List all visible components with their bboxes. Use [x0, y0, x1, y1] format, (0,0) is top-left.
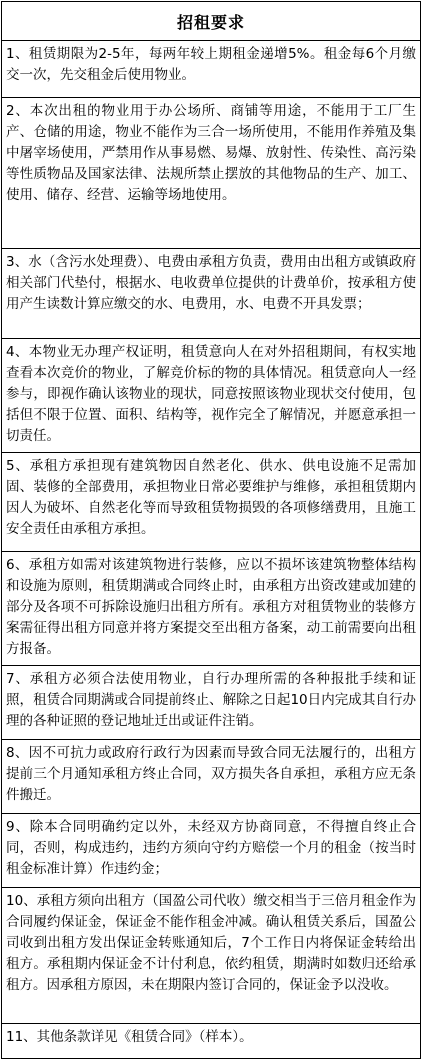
requirement-item-5: 5、承租方承担现有建筑物因自然老化、供水、供电设施不足需加固、装修的全部费用，承担物业日常必要维护与维修，承担租赁期内因人为破坏、自然老化等而导致租赁物损毁的各项修缮费用，且施工安全责任由承租方承担。 [2, 453, 420, 552]
requirement-item-4: 4、本物业无办理产权证明，租赁意向人在对外招租期间，有权实地查看本次竞价的物业，了解竞价标的物的具体情况。租赁意向人一经参与，即视作确认该物业的现状，同意按照该物业现状交付使用，包括但不限于位置、面积、结构等，视作完全了解情况，并愿意承担一切责任。 [2, 339, 420, 453]
rental-requirements-table [1, 1, 421, 1059]
requirement-item-6: 6、承租方如需对该建筑物进行装修，应以不损坏该建筑物整体结构和设施为原则，租赁期满或合同终止时，由承租方出资改建或加建的部分及各项不可拆除设施归出租方所有。承租方对租赁物业的装修方案需征得出租方同意并将方案提交至出租方备案，动工前需要向出租方报备。 [2, 552, 420, 666]
requirement-item-3: 3、水（含污水处理费）、电费由承租方负责，费用由出租方或镇政府相关部门代垫付，根据水、电收费单位提供的计费单价，按承租方使用产生读数计算应缴交的水、电费用，水、电费不开具发票； [2, 249, 420, 339]
requirement-item-9: 9、除本合同明确约定以外，未经双方协商同意，不得擅自终止合同，否则，构成违约，违约方须向守约方赔偿一个月的租金（按当时租金标准计算）作违约金； [2, 814, 420, 888]
requirement-item-2: 2、本次出租的物业用于办公场所、商铺等用途，不能用于工厂生产、仓储的用途，物业不能作为三合一场所使用，不能用作养殖及集中屠宰场使用，严禁用作从事易燃、易爆、放射性、传染性、高污染等性质物品及国家法律、法规所禁止摆放的其他物品的生产、加工、使用、储存、经营、运输等场地使用。 [2, 98, 420, 249]
requirement-item-11: 11、其他条款详见《租赁合同》（样本）。 [6, 1029, 253, 1045]
requirement-item-8: 8、因不可抗力或政府行政行为因素而导致合同无法履行的，出租方提前三个月通知承租方终止合同，双方损失各自承担，承租方应无条件搬迁。 [2, 740, 420, 814]
requirement-item-7: 7、承租方必须合法使用物业，自行办理所需的各种报批手续和证照，租赁合同期满或合同提前终止、解除之日起10日内完成其自行办理的各种证照的登记地址迁出或证件注销。 [2, 666, 420, 740]
requirement-item-10: 10、承租方须向出租方（国盈公司代收）缴交相当于三倍月租金作为合同履约保证金，保证金不能作租金冲减。确认租赁关系后，国盈公司收到出租方发出保证金转账通知后，7个工作日内将保证金转给出租方。承租期内保证金不计付利息，依约租赁，期满时如数归还给承租方。因承租方原因，未在期限内签订合同的，保证金予以没收。 [2, 888, 420, 1024]
title-row [2, 2, 420, 41]
table-title: 招租要求 [176, 12, 245, 32]
requirement-item-1: 1、租赁期限为2-5年，每两年较上期租金递增5%。租金每6个月缴交一次，先交租金后使用物业。 [2, 41, 420, 98]
